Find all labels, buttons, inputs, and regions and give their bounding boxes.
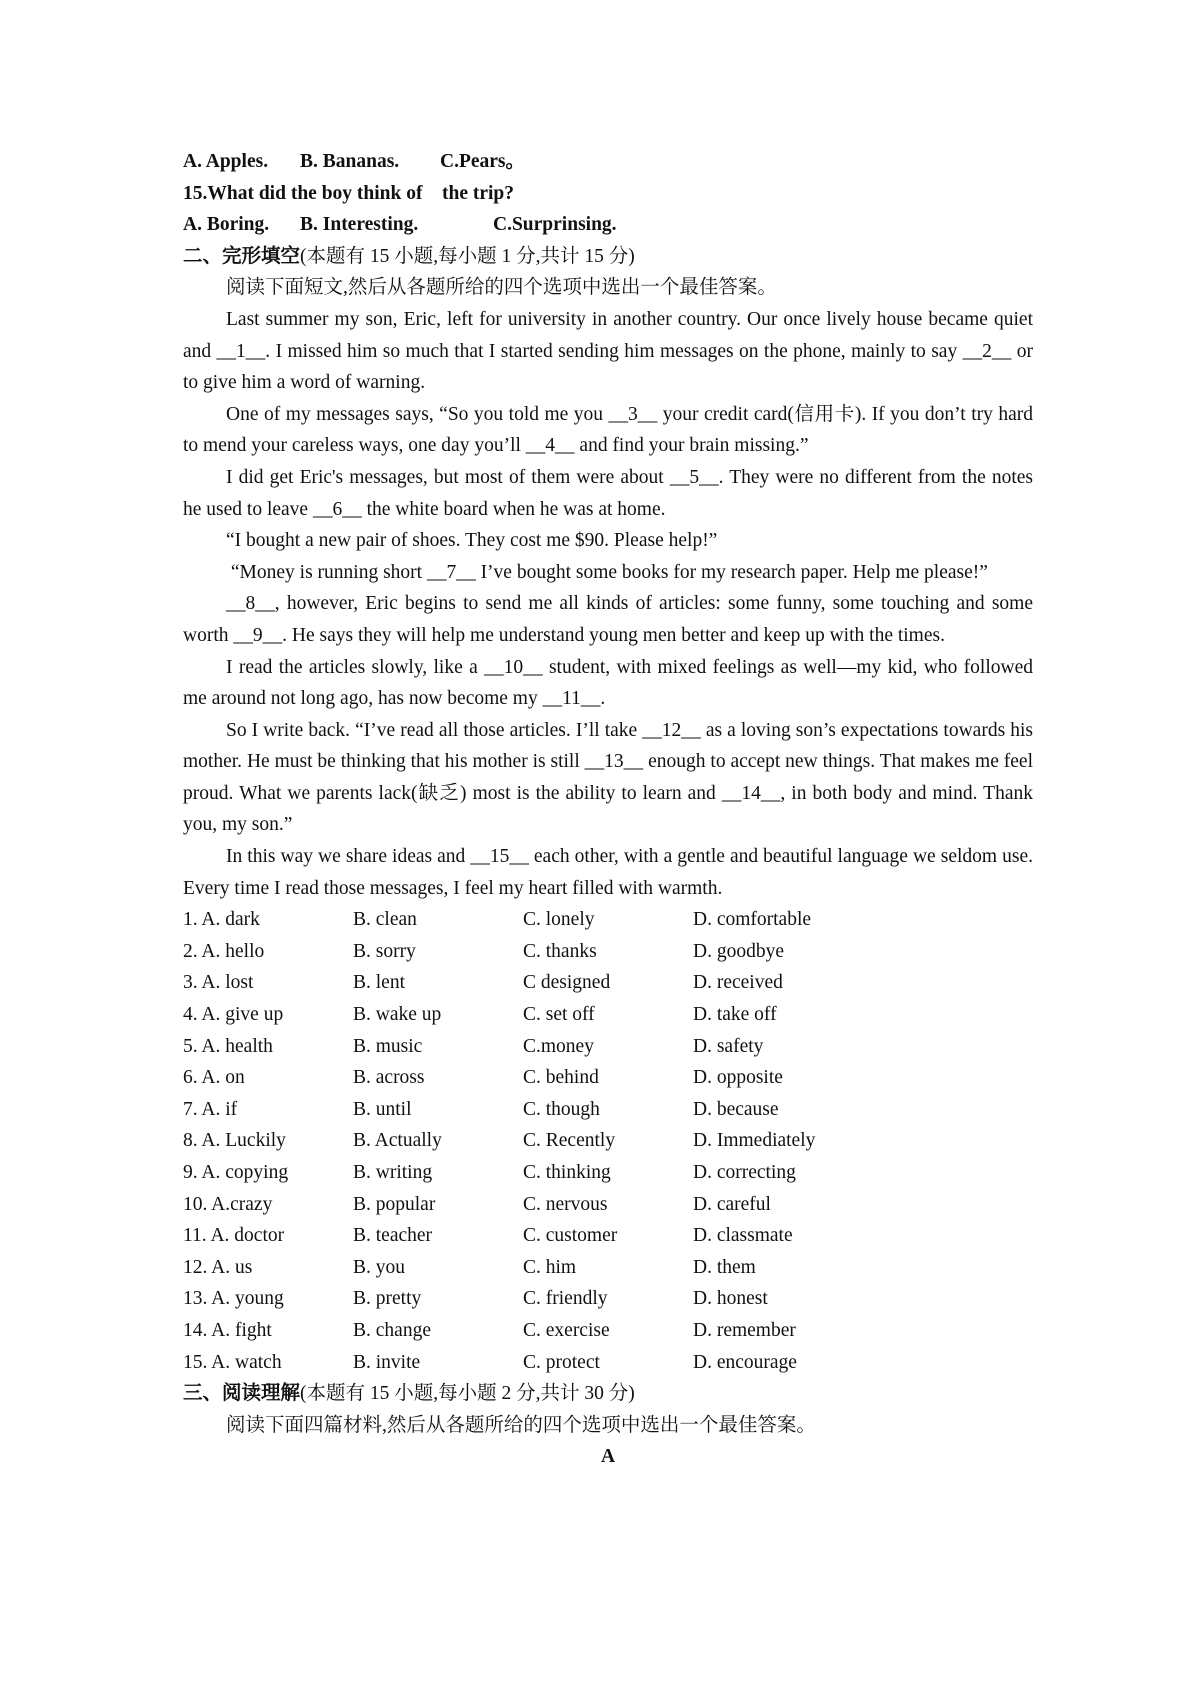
option-row (183, 1315, 1033, 1347)
option-b: B. Actually (353, 1130, 442, 1152)
option-a: 14. A. fight (183, 1319, 272, 1341)
option-row (183, 1094, 1033, 1126)
option-d: D. honest (693, 1288, 768, 1310)
option-a: 9. A. copying (183, 1162, 289, 1183)
option-c: C. him (523, 1256, 577, 1278)
option-c: C. nervous (523, 1193, 608, 1215)
option-row (183, 1252, 1033, 1284)
option-d: D. remember (693, 1319, 796, 1341)
option-a: 7. A. if (183, 1098, 238, 1120)
passage-paragraph: __8__, however, Eric begins to send me all kinds of articles: some funny, some touching and some worth __9__. He says they will help me understand young men better and keep up with the times. (183, 593, 1033, 646)
option-row (183, 1347, 1033, 1379)
q14-option-c: C.Pears。 (440, 151, 526, 172)
option-d: D. encourage (693, 1351, 797, 1373)
option-row (183, 999, 1033, 1031)
option-b: B. teacher (353, 1225, 433, 1247)
option-row (183, 1031, 1033, 1063)
section2-heading-title: 二、完形填空 (183, 245, 301, 267)
option-c: C. customer (523, 1225, 618, 1247)
option-c: C.money (523, 1035, 594, 1057)
option-b: B. writing (353, 1162, 433, 1183)
passage-paragraph: So I write back. “I’ve read all those articles. I’ll take __12__ as a loving son’s expectations towards his mother. He must be thinking that his mother is still __13__ enough to accept new things. That makes me feel proud. What we parents lack(缺乏) most is the ability to learn and __14__, in both body and mind. Thank you, my son.” (183, 719, 1033, 836)
option-d: D. Immediately (693, 1130, 816, 1152)
option-b: B. wake up (353, 1004, 442, 1026)
option-row (183, 1283, 1033, 1315)
option-c: C. thinking (523, 1162, 611, 1183)
option-d: D. comfortable (693, 909, 812, 931)
passage-paragraph: “Money is running short __7__ I’ve bought some books for my research paper. Help me please!” (226, 561, 988, 583)
option-a: 6. A. on (183, 1067, 245, 1089)
option-row (183, 1125, 1033, 1157)
passage-paragraph: I did get Eric's messages, but most of them were about __5__. They were no different from the notes he used to leave __6__ the white board when he was at home. (183, 466, 1033, 520)
section3-instruction: 阅读下面四篇材料,然后从各题所给的四个选项中选出一个最佳答案。 (226, 1414, 816, 1436)
option-d: D. safety (693, 1035, 764, 1057)
passage-paragraph: In this way we share ideas and __15__ each other, with a gentle and beautiful language we seldom use. Every time I read those messages, I feel my heart filled with warmth. (183, 846, 1033, 899)
exam-page (183, 146, 1033, 1473)
option-c: C. set off (523, 1004, 595, 1026)
q14-option-a: A. Apples. (183, 151, 269, 172)
option-a: 15. A. watch (183, 1351, 282, 1373)
option-c: C designed (523, 972, 611, 994)
option-d: D. them (693, 1256, 756, 1278)
option-a: 10. A.crazy (183, 1193, 273, 1215)
option-d: D. because (693, 1098, 779, 1120)
option-c: C. protect (523, 1351, 600, 1373)
option-row (183, 1189, 1033, 1221)
q15-option-c: C.Surprinsing. (493, 214, 617, 236)
option-a: 12. A. us (183, 1256, 253, 1278)
option-c: C. lonely (523, 909, 595, 931)
option-c: C. though (523, 1098, 600, 1120)
option-d: D. goodbye (693, 940, 784, 962)
option-b: B. across (353, 1067, 425, 1089)
option-b: B. clean (353, 909, 417, 931)
option-a: 3. A. lost (183, 972, 254, 994)
option-a: 8. A. Luckily (183, 1130, 286, 1152)
section2-heading (183, 241, 1033, 273)
option-b: B. change (353, 1319, 431, 1341)
option-b: B. sorry (353, 940, 416, 962)
option-d: D. take off (693, 1004, 777, 1026)
option-c: C. friendly (523, 1288, 608, 1310)
section3-heading-note: (本题有 15 小题,每小题 2 分,共计 30 分) (300, 1383, 635, 1405)
option-a: 5. A. health (183, 1035, 273, 1057)
option-a: 11. A. doctor (183, 1225, 285, 1247)
option-d: D. classmate (693, 1225, 793, 1247)
passage-paragraph: Last summer my son, Eric, left for university in another country. Our once lively house became quiet and __1__. I missed him so much that I started sending him messages on the phone, mainly to say __2__ or to give him a word of warning. (183, 308, 1033, 394)
option-row (183, 936, 1033, 968)
option-c: C. behind (523, 1067, 599, 1089)
option-b: B. invite (353, 1351, 421, 1373)
option-a: 4. A. give up (183, 1004, 284, 1026)
q15-option-a: A. Boring. (183, 214, 270, 236)
option-b: B. popular (353, 1193, 436, 1215)
passage-paragraph: One of my messages says, “So you told me you __3__ your credit card(信用卡). If you don’t try hard to mend your careless ways, one day you’ll __4__ and find your brain missing.” (183, 403, 1033, 457)
option-d: D. correcting (693, 1162, 796, 1183)
option-b: B. lent (353, 972, 405, 994)
option-row (183, 1062, 1033, 1094)
passage-label: A (600, 1446, 616, 1468)
option-c: C. Recently (523, 1130, 616, 1152)
option-row (183, 967, 1033, 999)
section3-heading-title: 三、阅读理解 (183, 1383, 301, 1405)
section2-heading-note: (本题有 15 小题,每小题 1 分,共计 15 分) (300, 245, 635, 267)
option-c: C. thanks (523, 940, 597, 962)
option-c: C. exercise (523, 1319, 610, 1341)
option-b: B. music (353, 1035, 423, 1057)
passage-paragraph: I read the articles slowly, like a __10__ student, with mixed feelings as well—my kid, who followed me around not long ago, has now become my __11__. (183, 656, 1033, 710)
section2-instruction: 阅读下面短文,然后从各题所给的四个选项中选出一个最佳答案。 (226, 277, 777, 299)
option-b: B. pretty (353, 1288, 422, 1310)
q14-option-b: B. Bananas. (300, 151, 400, 172)
option-a: 2. A. hello (183, 940, 265, 962)
options-list (183, 904, 1033, 1378)
passage-paragraph: “I bought a new pair of shoes. They cost me $90. Please help!” (226, 530, 718, 552)
option-a: 13. A. young (183, 1288, 284, 1310)
option-row (183, 1220, 1033, 1252)
q15-question: 15.What did the boy think of the trip? (183, 182, 515, 204)
section3-heading (183, 1378, 1033, 1410)
option-b: B. you (353, 1256, 406, 1278)
option-d: D. opposite (693, 1067, 783, 1089)
q15-options (183, 209, 1033, 241)
option-d: D. received (693, 972, 783, 994)
option-row (183, 904, 1033, 936)
option-a: 1. A. dark (183, 909, 260, 931)
q15-option-b: B. Interesting. (300, 214, 419, 236)
option-row (183, 1157, 1033, 1189)
option-d: D. careful (693, 1193, 771, 1215)
q14-options (183, 146, 1033, 178)
option-b: B. until (353, 1098, 412, 1120)
